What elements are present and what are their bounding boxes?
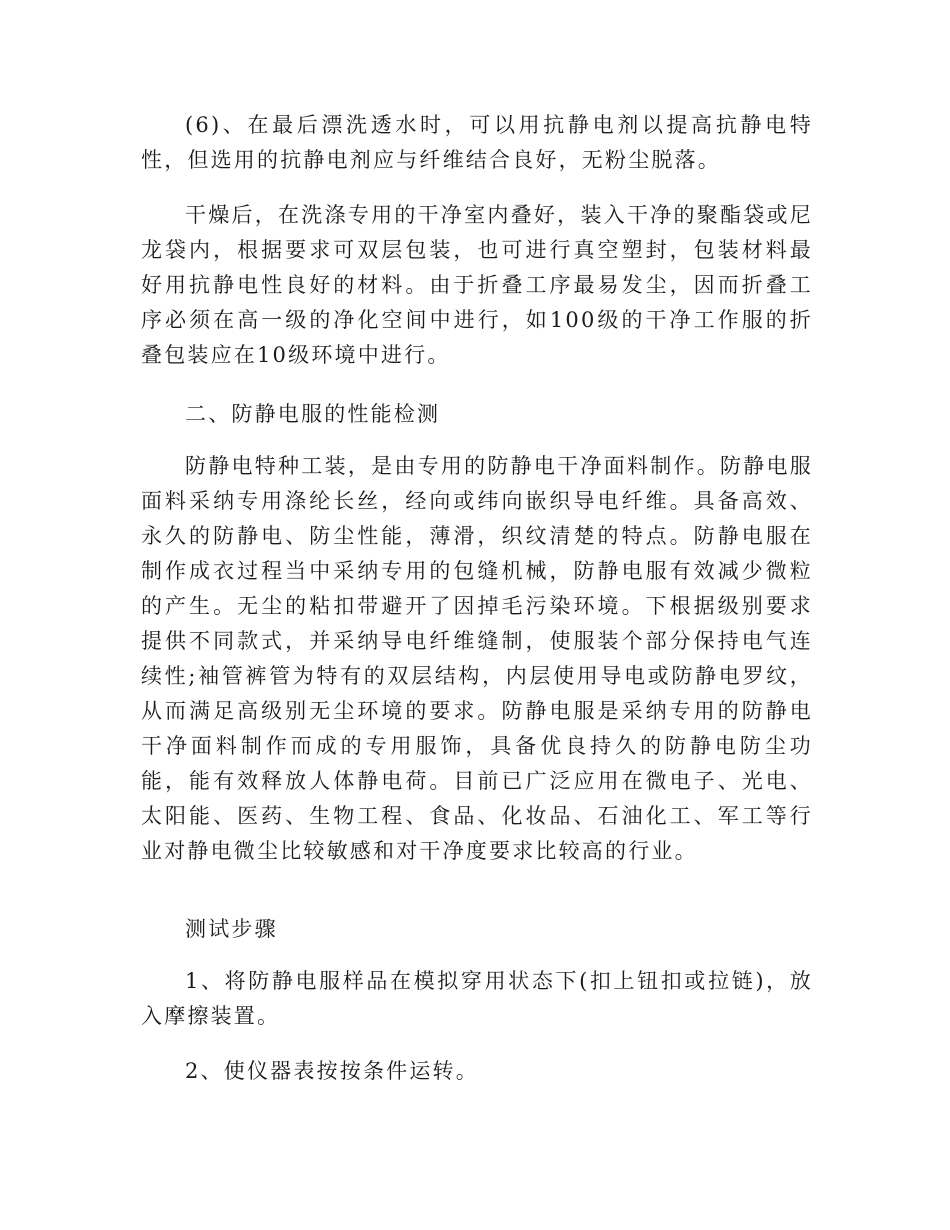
section-heading-test-steps: 测试步骤 — [185, 917, 278, 941]
paragraph-antistatic-workwear: 防静电特种工装，是由专用的防静电干净面料制作。防静电服面料采纳专用涤纶长丝，经向或纬向嵌织导电纤维。具备高效、永久的防静电、防尘性能，薄滑，织纹清楚的特点。防静电服在制作成衣过程当中采纳专用的包缝机械，防静电服有效减少微粒的产生。无尘的粘扣带避开了因掉毛污染环境。下根据级别要求提供不同款式，并采纳导电纤维缝制，使服装个部分保持电气连续性;袖管裤管为特有的双层结构，内层使用导电或防静电罗纹，从而满足高级别无尘环境的要求。防静电服是采纳专用的防静电干净面料制作而成的专用服饰，具备优良持久的防静电防尘功能，能有效释放人体静电荷。目前已广泛应用在微电子、光电、太阳能、医药、生物工程、食品、化妆品、石油化工、军工等行业对静电微尘比较敏感和对干净度要求比较高的行业。 — [141, 454, 813, 863]
paragraph-step-1: 1、将防静电服样品在模拟穿用状态下(扣上钮扣或拉链)，放入摩擦装置。 — [141, 969, 813, 1028]
paragraph-step-2: 2、使仪器表按按条件运转。 — [185, 1059, 479, 1083]
paragraph-antistatic-rinse: (6)、在最后漂洗透水时，可以用抗静电剂以提高抗静电特性，但选用的抗静电剂应与纤维结合良好，无粉尘脱落。 — [141, 113, 813, 172]
paragraph-drying-packaging: 干燥后，在洗涤专用的干净室内叠好，装入干净的聚酯袋或尼龙袋内，根据要求可双层包装，也可进行真空塑封，包装材料最好用抗静电性良好的材料。由于折叠工序最易发尘，因而折叠工序必须在高一级的净化空间中进行，如100级的干净工作服的折叠包装应在10级环境中进行。 — [141, 203, 813, 367]
section-heading-performance-test: 二、防静电服的性能检测 — [185, 402, 441, 426]
